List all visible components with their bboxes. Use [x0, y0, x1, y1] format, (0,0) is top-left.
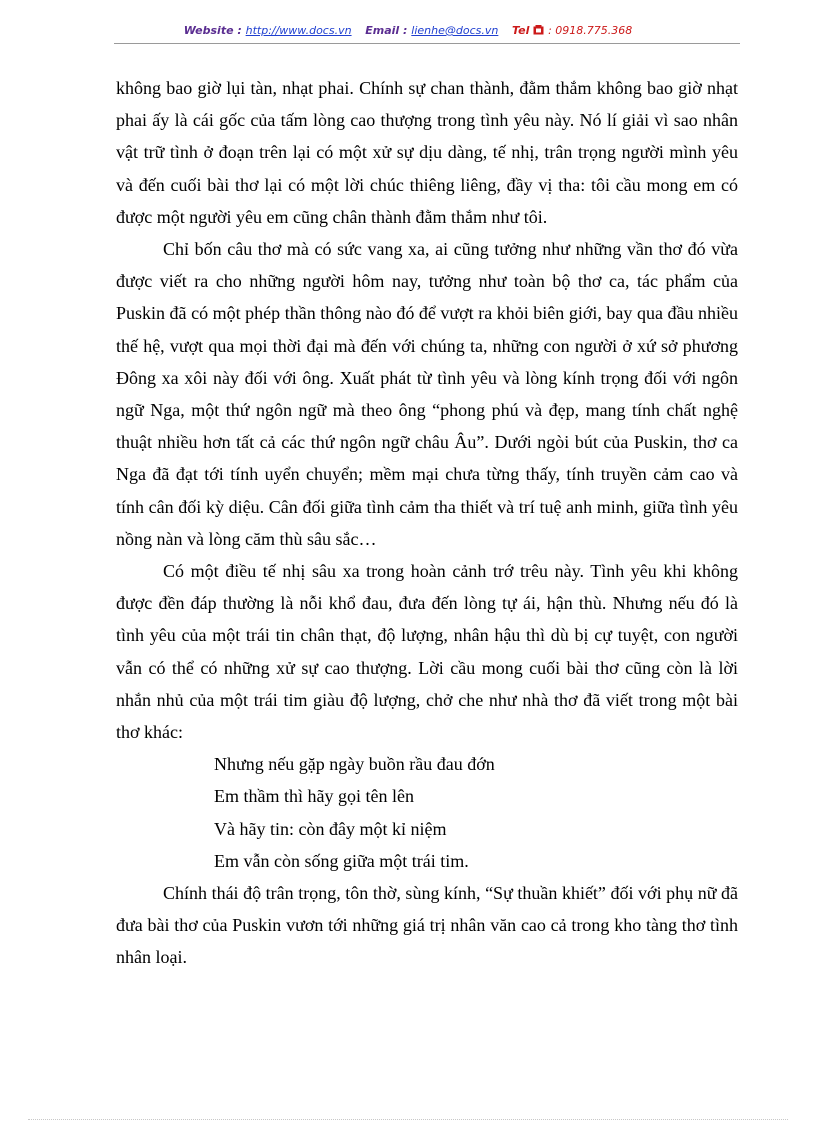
poem-line: Em thầm thì hãy gọi tên lên — [214, 786, 414, 807]
phone-icon — [533, 24, 544, 37]
poem-excerpt — [116, 748, 738, 877]
email-separator: : — [403, 24, 408, 37]
paragraph-2: Chỉ bốn câu thơ mà có sức vang xa, ai cũng tưởng như những vần thơ đó vừa được viết ra cho những người hôm nay, tưởng như toàn bộ thơ ca, tác phẩm của Puskin đã có một phép thần thông nào đó để vượt ra khỏi biên giới, bay qua đầu nhiều thế hệ, vượt qua mọi thời đại mà đến với chúng ta, những con người ở xứ sở phương Đông xa xôi này đối với ông. Xuất phát từ tình yêu và lòng kính trọng đối với ngôn ngữ Nga, một thứ ngôn ngữ mà theo ông “phong phú và đẹp, mang tính chất nghệ thuật nhiều hơn tất cả các thứ ngôn ngữ châu Âu”. Dưới ngòi bút của Puskin, thơ ca Nga đã đạt tới tính uyển chuyển; mềm mại chưa từng thấy, tính truyền cảm cao và tính cân đối kỳ diệu. Cân đối giữa tình cảm tha thiết và trí tuệ anh minh, giữa tình yêu nồng nàn và lòng căm thù sâu sắc… — [116, 239, 738, 549]
paragraph-3: Có một điều tế nhị sâu xa trong hoàn cảnh trớ trêu này. Tình yêu khi không được đền đáp thường là nỗi khổ đau, đưa đến lòng tự ái, hận thù. Nhưng nếu đó là tình yêu của một trái tin chân thạt, độ lượng, nhân hậu thì dù bị cự tuyệt, con người vẫn có thể có những xử sự cao thượng. Lời cầu mong cuối bài thơ cũng còn là lời nhắn nhủ của một trái tim giàu độ lượng, chở che như nhà thơ đã viết trong một bài thơ khác: — [116, 561, 738, 743]
poem-line: Và hãy tin: còn đây một kỉ niệm — [214, 818, 447, 839]
page-header — [0, 24, 816, 37]
website-label: Website : — [183, 24, 242, 37]
website-link[interactable]: http://www.docs.vn — [245, 24, 352, 37]
footer-divider — [28, 1119, 788, 1120]
tel-label: Tel — [512, 24, 530, 37]
poem-line: Nhưng nếu gặp ngày buồn rầu đau đớn — [214, 754, 495, 775]
document-body — [116, 72, 738, 974]
paragraph-1: không bao giờ lụi tàn, nhạt phai. Chính sự chan thành, đằm thắm không bao giờ nhạt phai ấy là cái gốc của tấm lòng cao thượng trong tình yêu này. Nó lí giải vì sao nhân vật trữ tình ở đoạn trên lại có một xử sự dịu dàng, tế nhị, trân trọng người mình yêu và đến cuối bài thơ lại có một lời chúc thiêng liêng, đầy vị tha: tôi cầu mong em có được một người yêu em cũng chân thành đằm thắm như tôi. — [116, 78, 738, 227]
email-link[interactable]: lienhe@docs.vn — [411, 24, 499, 37]
phone-number: : 0918.775.368 — [548, 24, 633, 37]
header-divider — [114, 43, 740, 44]
poem-line: Em vẫn còn sống giữa một trái tim. — [214, 850, 469, 871]
email-label: Email — [365, 24, 400, 37]
paragraph-4: Chính thái độ trân trọng, tôn thờ, sùng kính, “Sự thuần khiết” đối với phụ nữ đã đưa bài thơ của Puskin vươn tới những giá trị nhân văn cao cả trong kho tàng thơ tình nhân loại. — [116, 883, 738, 968]
